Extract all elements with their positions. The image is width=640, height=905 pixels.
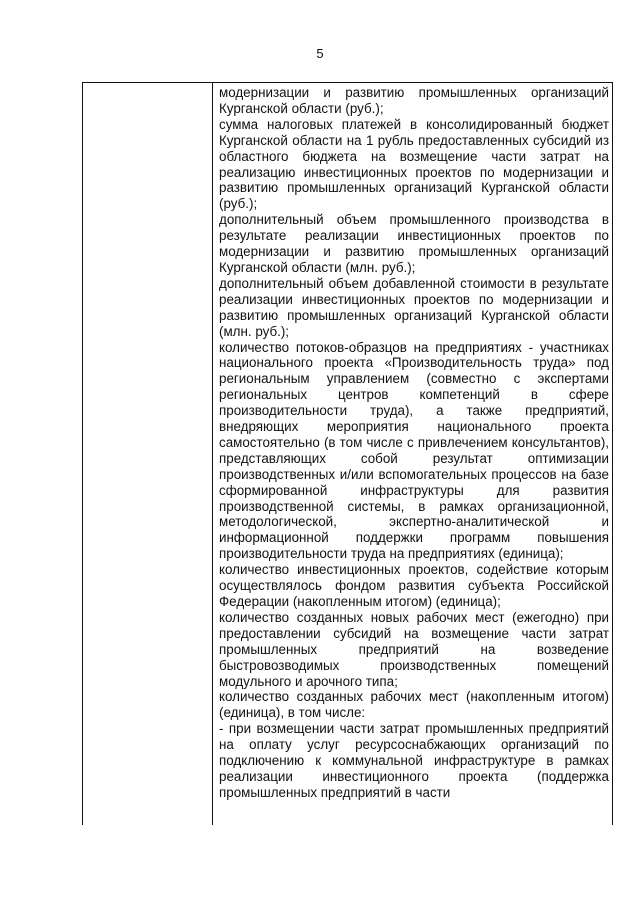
table-paragraph: дополнительный объем добавленной стоимости в результате реализации инвестиционных проектов по модернизации и развитию промышленных организаций Курганской области (млн. руб.); xyxy=(219,275,609,339)
table-paragraph: дополнительный объем промышленного производства в результате реализации инвестиционных проектов по модернизации и развитию промышленных организаций Курганской области (млн. руб.); xyxy=(219,212,609,275)
document-table xyxy=(82,82,613,825)
table-paragraph: количество созданных рабочих мест (накопленным итогом) (единица), в том числе: xyxy=(219,689,609,721)
table-paragraph: сумма налоговых платежей в консолидированный бюджет Курганской области на 1 рубль предоставленных субсидий из областного бюджета на возмещение части затрат на реализацию инвестиционных проектов по модернизации и развитию промышленных организаций Курганской области (руб.); xyxy=(219,116,609,212)
table-paragraph: количество созданных новых рабочих мест (ежегодно) при предоставлении субсидий на возмещение части затрат промышленных предприятий на возведение быстровозводимых производственных помещений модульного и арочного типа; xyxy=(219,609,609,689)
page-number: 5 xyxy=(316,46,324,61)
table-paragraph: количество инвестиционных проектов, содействие которым осуществлялось фондом развития субъекта Российской Федерации (накопленным итогом) (единица); xyxy=(219,562,609,609)
table-paragraph: количество потоков-образцов на предприятиях - участниках национального проекта «Производительность труда» под региональным управлением (совместно с экспертами региональных центров компетенций в сфере производительности труда), а также предприятий, внедряющих мероприятия национального проекта самостоятельно (в том числе с привлечением консультантов), представляющих собой результат оптимизации производственных и/или вспомогательных процессов на базе сформированной инфраструктуры для развития производственной системы, в рамках организационной, методологической, экспертно-аналитической и информационной поддержки программ повышения производительности труда на предприятиях (единица); xyxy=(219,339,609,562)
table-left-cell xyxy=(83,83,213,825)
table-right-cell xyxy=(213,83,612,825)
table-paragraph: - при возмещении части затрат промышленных предприятий на оплату услуг ресурсоснабжающих организаций по подключению к коммунальной инфраструктуре в рамках реализации инвестиционного проекта (поддержка промышленных предприятий в части xyxy=(219,721,609,800)
table-paragraph: модернизации и развитию промышленных организаций Курганской области (руб.); xyxy=(219,85,609,116)
